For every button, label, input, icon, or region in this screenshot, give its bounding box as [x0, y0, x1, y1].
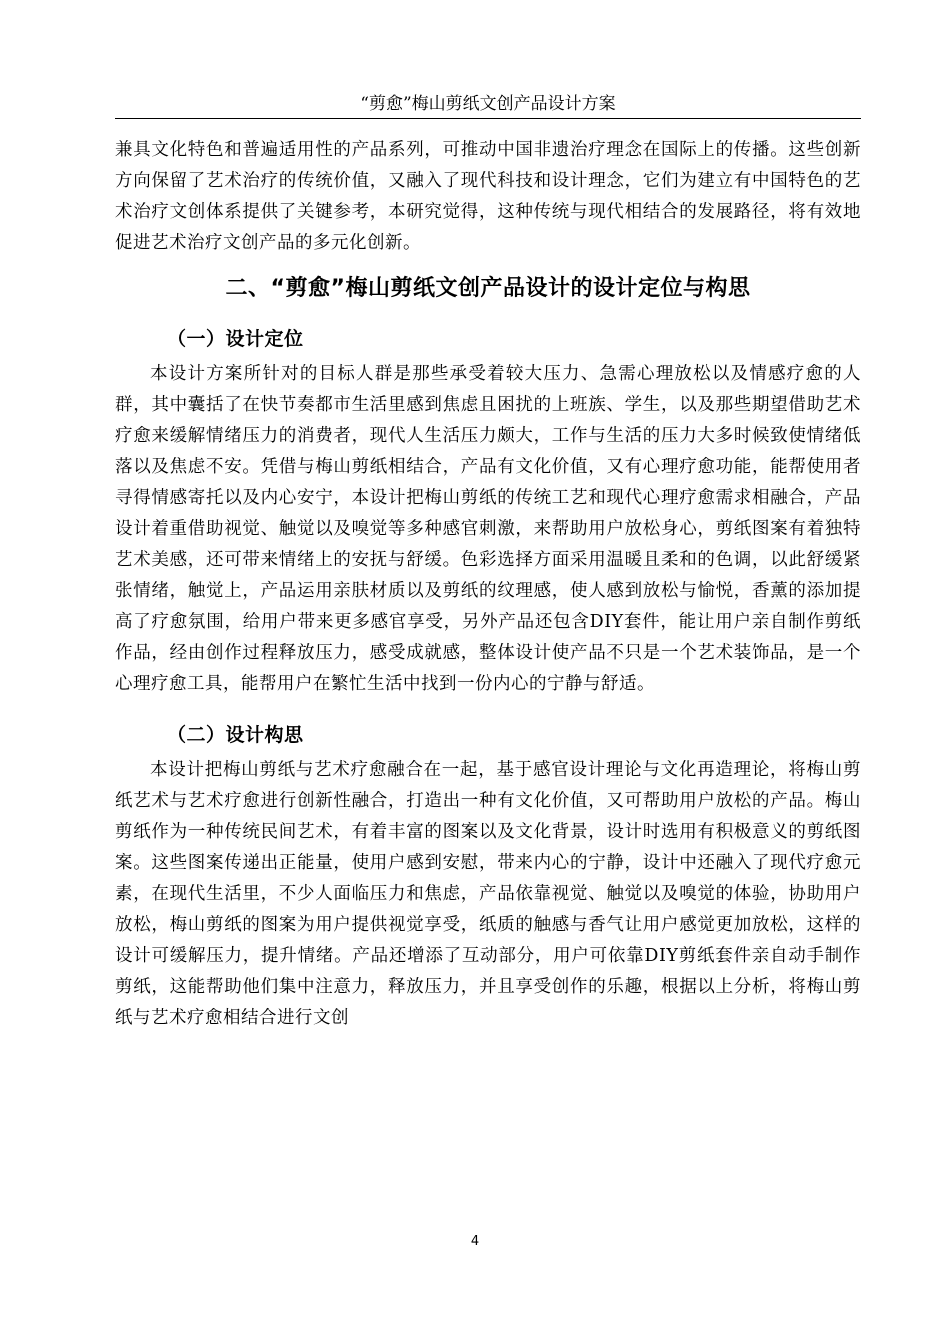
- subsection-heading-positioning: （一）设计定位: [167, 328, 304, 350]
- intro-paragraph: 兼具文化特色和普遍适用性的产品系列，可推动中国非遗治疗理念在国际上的传播。这些创新方向保留了艺术治疗的传统价值，又融入了现代科技和设计理念，它们为建立有中国特色的艺术治疗文创体系提供了关键参考，本研究觉得，这种传统与现代相结合的发展路径，将有效地促进艺术治疗文创产品的多元化创新。: [115, 140, 861, 253]
- section-heading: 二、“剪愈”梅山剪纸文创产品设计的设计定位与构思: [225, 276, 751, 301]
- running-header: “剪愈”梅山剪纸文创产品设计方案: [360, 94, 616, 114]
- page-number: 4: [470, 1234, 480, 1249]
- concept-paragraph: 本设计把梅山剪纸与艺术疗愈融合在一起，基于感官设计理论与文化再造理论，将梅山剪纸艺术与艺术疗愈进行创新性融合，打造出一种有文化价值，又可帮助用户放松的产品。梅山剪纸作为一种传统民间艺术，有着丰富的图案以及文化背景，设计时选用有积极意义的剪纸图案。这些图案传递出正能量，使用户感到安慰，带来内心的宁静，设计中还融入了现代疗愈元素，在现代生活里，不少人面临压力和焦虑，产品依靠视觉、触觉以及嗅觉的体验，协助用户放松，梅山剪纸的图案为用户提供视觉享受，纸质的触感与香气让用户感觉更加放松，这样的设计可缓解压力，提升情绪。产品还增添了互动部分，用户可依靠DIY剪纸套件亲自动手制作剪纸，这能帮助他们集中注意力，释放压力，并且享受创作的乐趣，根据以上分析，将梅山剪纸与艺术疗愈相结合进行文创: [115, 760, 861, 1028]
- subsection-heading-concept: （二）设计构思: [167, 724, 304, 746]
- document-body: [115, 135, 861, 1034]
- header-divider: [115, 118, 861, 119]
- positioning-paragraph: 本设计方案所针对的目标人群是那些承受着较大压力、急需心理放松以及情感疗愈的人群，其中囊括了在快节奏都市生活里感到焦虑且困扰的上班族、学生，以及那些期望借助艺术疗愈来缓解情绪压力的消费者，现代人生活压力颇大，工作与生活的压力大多时候致使情绪低落以及焦虑不安。凭借与梅山剪纸相结合，产品有文化价值，又有心理疗愈功能，能帮使用者寻得情感寄托以及内心安宁，本设计把梅山剪纸的传统工艺和现代心理疗愈需求相融合，产品设计着重借助视觉、触觉以及嗅觉等多种感官刺激，来帮助用户放松身心，剪纸图案有着独特艺术美感，还可带来情绪上的安抚与舒缓。色彩选择方面采用温暖且柔和的色调，以此舒缓紧张情绪，触觉上，产品运用亲肤材质以及剪纸的纹理感，使人感到放松与愉悦，香薰的添加提高了疗愈氛围，给用户带来更多感官享受，另外产品还包含DIY套件，能让用户亲自制作剪纸作品，经由创作过程释放压力，感受成就感，整体设计使产品不只是一个艺术装饰品，是一个心理疗愈工具，能帮用户在繁忙生活中找到一份内心的宁静与舒适。: [115, 364, 861, 694]
